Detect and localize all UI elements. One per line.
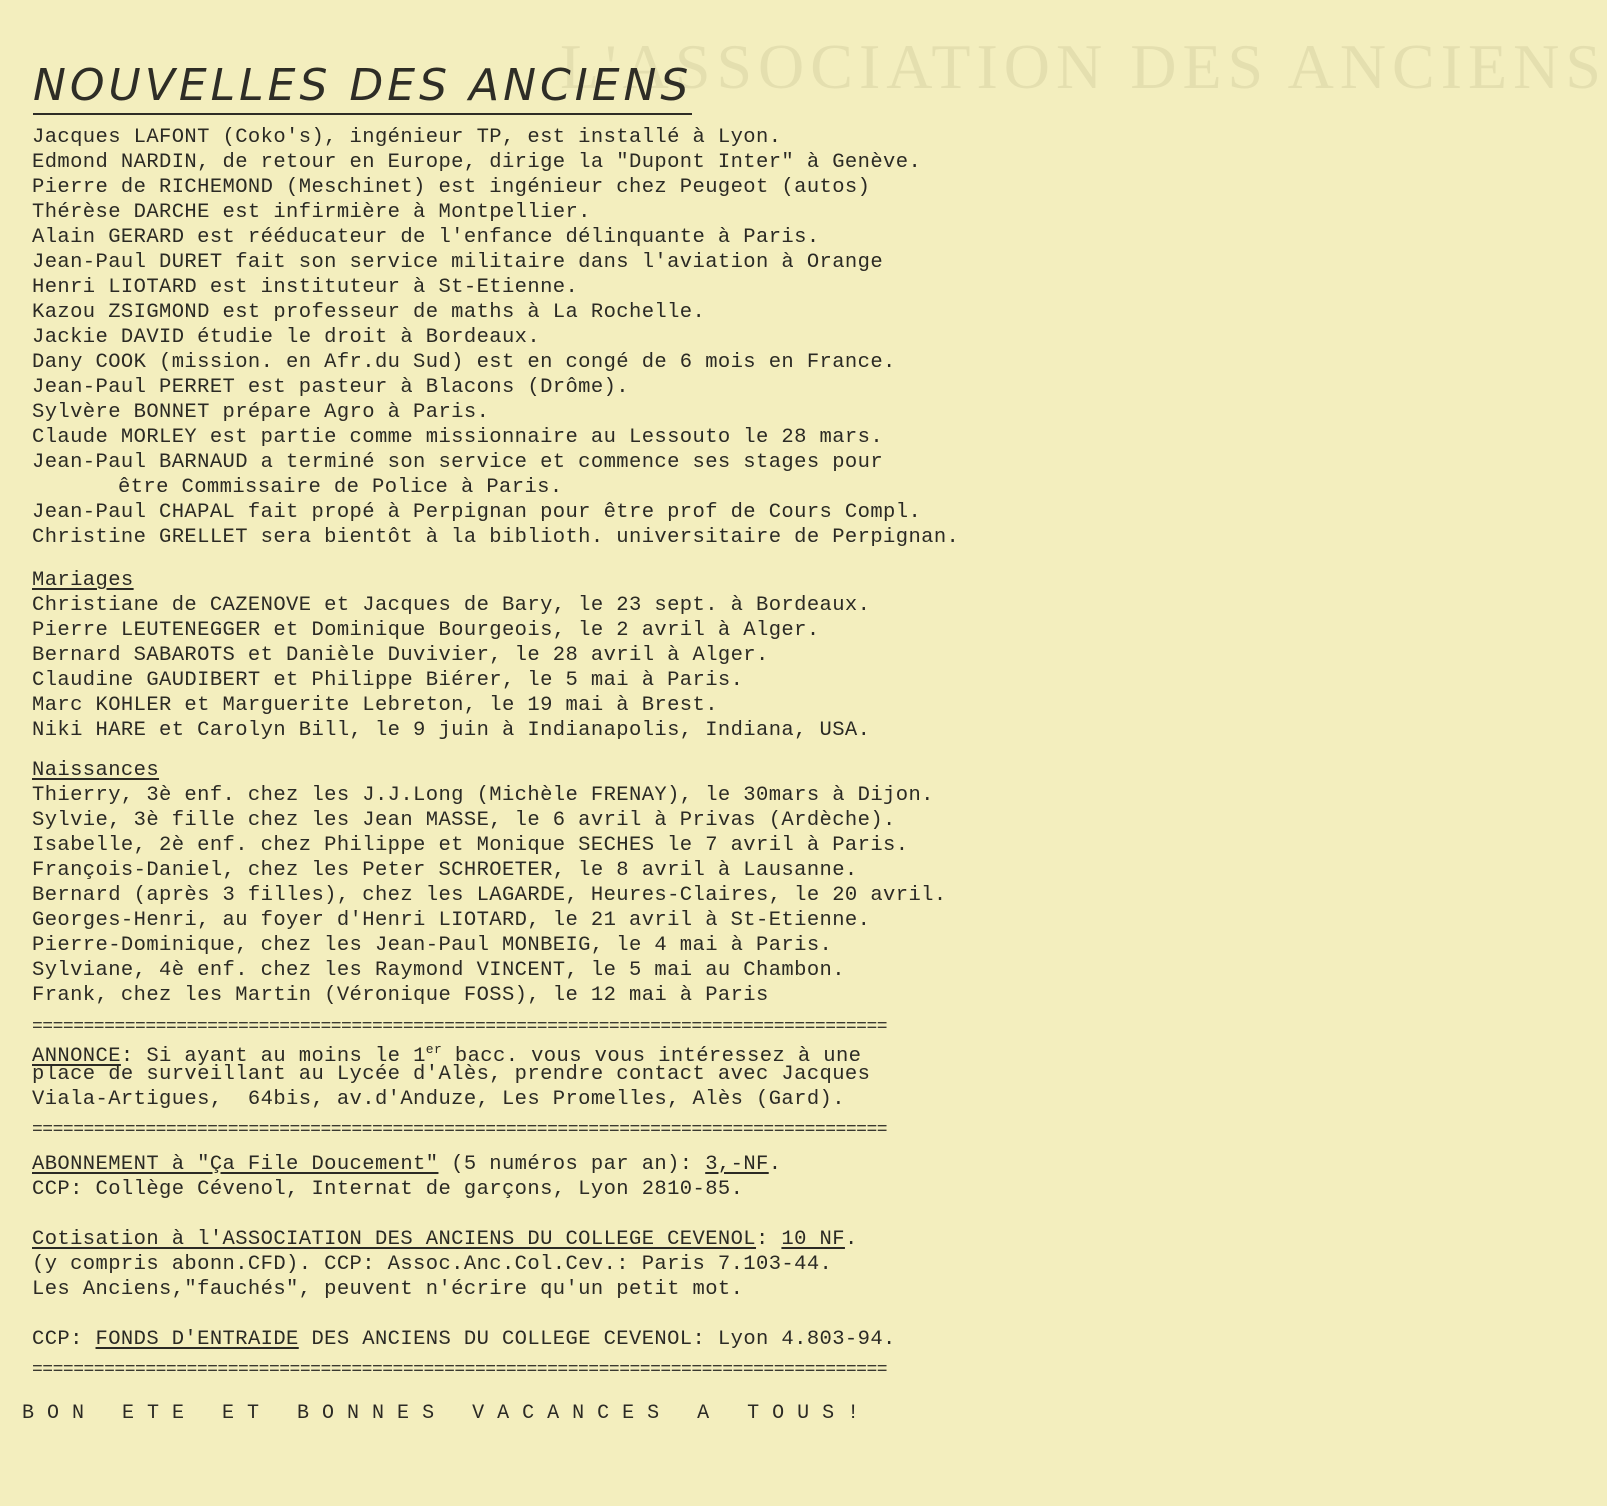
annonce-text: : Si ayant au moins le 1 [120,1044,426,1068]
news-line: Henri LIOTARD est instituteur à St-Etienne. [32,276,579,299]
separator-line: =================================================================================== [32,1120,888,1140]
abonnement-text: (5 numéros par an): [438,1153,706,1176]
annonce-line: place de surveillant au Lycée d'Alès, prendre contact avec Jacques [32,1063,871,1086]
cotisation-sep: : [756,1228,782,1251]
annonce-superscript: er [425,1042,443,1057]
footer-greeting: B O N E T E E T B O N N E S V A C A N C E S A T O U S ! [22,1402,860,1425]
cotisation-line: (y compris abonn.CFD). CCP: Assoc.Anc.Col.Cev.: Paris 7.103-44. [32,1253,833,1276]
fonds-prefix: CCP: [32,1328,96,1351]
news-line: Kazou ZSIGMOND est professeur de maths à La Rochelle. [32,301,706,324]
annonce-section [32,1037,1122,1112]
news-line: Claude MORLEY est partie comme missionnaire au Lessouto le 28 mars. [32,426,884,449]
naissance-line: Frank, chez les Martin (Véronique FOSS), le 12 mai à Paris [32,984,769,1007]
separator-line: =================================================================================== [32,1017,888,1037]
naissances-section [32,758,1122,1008]
naissance-line: Sylvie, 3è fille chez les Jean MASSE, le 6 avril à Privas (Ardèche). [32,809,896,832]
news-line: Edmond NARDIN, de retour en Europe, dirige la "Dupont Inter" à Genève. [32,151,922,174]
abonnement-ccp: CCP: Collège Cévenol, Internat de garçons, Lyon 2810-85. [32,1178,744,1201]
mariage-line: Christiane de CAZENOVE et Jacques de Bary, le 23 sept. à Bordeaux. [32,594,871,617]
annonce-line: Viala-Artigues, 64bis, av.d'Anduze, Les Promelles, Alès (Gard). [32,1088,845,1111]
naissance-line: Sylviane, 4è enf. chez les Raymond VINCENT, le 5 mai au Chambon. [32,959,845,982]
mariages-section [32,568,1122,743]
news-line: Jean-Paul DURET fait son service militaire dans l'aviation à Orange [32,251,884,274]
cotisation-label: Cotisation à l'ASSOCIATION DES ANCIENS DU COLLEGE CEVENOL [32,1228,757,1251]
news-line: Jackie DAVID étudie le droit à Bordeaux. [32,326,541,349]
news-line: Jean-Paul PERRET est pasteur à Blacons (Drôme). [32,376,629,399]
abonnement-section [32,1152,1122,1202]
news-line: Dany COOK (mission. en Afr.du Sud) est en congé de 6 mois en France. [32,351,896,374]
mariage-line: Claudine GAUDIBERT et Philippe Biérer, le 5 mai à Paris. [32,669,744,692]
mariage-line: Pierre LEUTENEGGER et Dominique Bourgeois, le 2 avril à Alger. [32,619,820,642]
mariages-heading: Mariages [32,569,134,592]
abonnement-price: 3,-NF [705,1153,769,1176]
naissances-heading: Naissances [32,759,160,782]
cotisation-end: . [844,1228,858,1251]
mariage-line: Bernard SABAROTS et Danièle Duvivier, le 28 avril à Alger. [32,644,769,667]
fonds-label: FONDS D'ENTRAIDE [95,1328,299,1351]
nouvelles-list [32,125,1122,550]
news-line: Pierre de RICHEMOND (Meschinet) est ingénieur chez Peugeot (autos) [32,176,871,199]
news-line: Thérèse DARCHE est infirmière à Montpellier. [32,201,591,224]
page-title: NOUVELLES DES ANCIENS [33,60,692,115]
cotisation-section [32,1227,1122,1302]
news-line: Sylvère BONNET prépare Agro à Paris. [32,401,490,424]
naissance-line: Thierry, 3è enf. chez les J.J.Long (Michèle FRENAY), le 30mars à Dijon. [32,784,934,807]
cotisation-price: 10 NF [781,1228,845,1251]
naissance-line: Georges-Henri, au foyer d'Henri LIOTARD, le 21 avril à St-Etienne. [32,909,871,932]
mariage-line: Niki HARE et Carolyn Bill, le 9 juin à Indianapolis, Indiana, USA. [32,719,871,742]
naissance-line: Pierre-Dominique, chez les Jean-Paul MONBEIG, le 4 mai à Paris. [32,934,833,957]
separator-line: =================================================================================== [32,1360,888,1380]
news-line: Jean-Paul CHAPAL fait propé à Perpignan pour être prof de Cours Compl. [32,501,922,524]
news-line: Alain GERARD est rééducateur de l'enfance délinquante à Paris. [32,226,820,249]
news-line: Jean-Paul BARNAUD a terminé son service et commence ses stages pour [32,451,884,474]
naissance-line: François-Daniel, chez les Peter SCHROETER, le 8 avril à Lausanne. [32,859,858,882]
fonds-text: DES ANCIENS DU COLLEGE CEVENOL: Lyon 4.803-94. [298,1328,896,1351]
annonce-text: bacc. vous vous intéressez à une [442,1044,862,1068]
mariage-line: Marc KOHLER et Marguerite Lebreton, le 19 mai à Brest. [32,694,718,717]
abonnement-end: . [768,1153,782,1176]
news-line-continued: être Commissaire de Police à Paris. [118,476,563,499]
bleed-through-heading: L'ASSOCIATION DES ANCIENS [560,31,1607,102]
annonce-label: ANNONCE [32,1044,121,1068]
news-line: Jacques LAFONT (Coko's), ingénieur TP, est installé à Lyon. [32,126,782,149]
abonnement-label: ABONNEMENT à "Ça File Doucement" [32,1153,439,1176]
fonds-section [32,1327,1122,1352]
news-line: Christine GRELLET sera bientôt à la biblioth. universitaire de Perpignan. [32,526,960,549]
naissance-line: Bernard (après 3 filles), chez les LAGARDE, Heures-Claires, le 20 avril. [32,884,947,907]
cotisation-line: Les Anciens,"fauchés", peuvent n'écrire qu'un petit mot. [32,1278,744,1301]
naissance-line: Isabelle, 2è enf. chez Philippe et Monique SECHES le 7 avril à Paris. [32,834,909,857]
